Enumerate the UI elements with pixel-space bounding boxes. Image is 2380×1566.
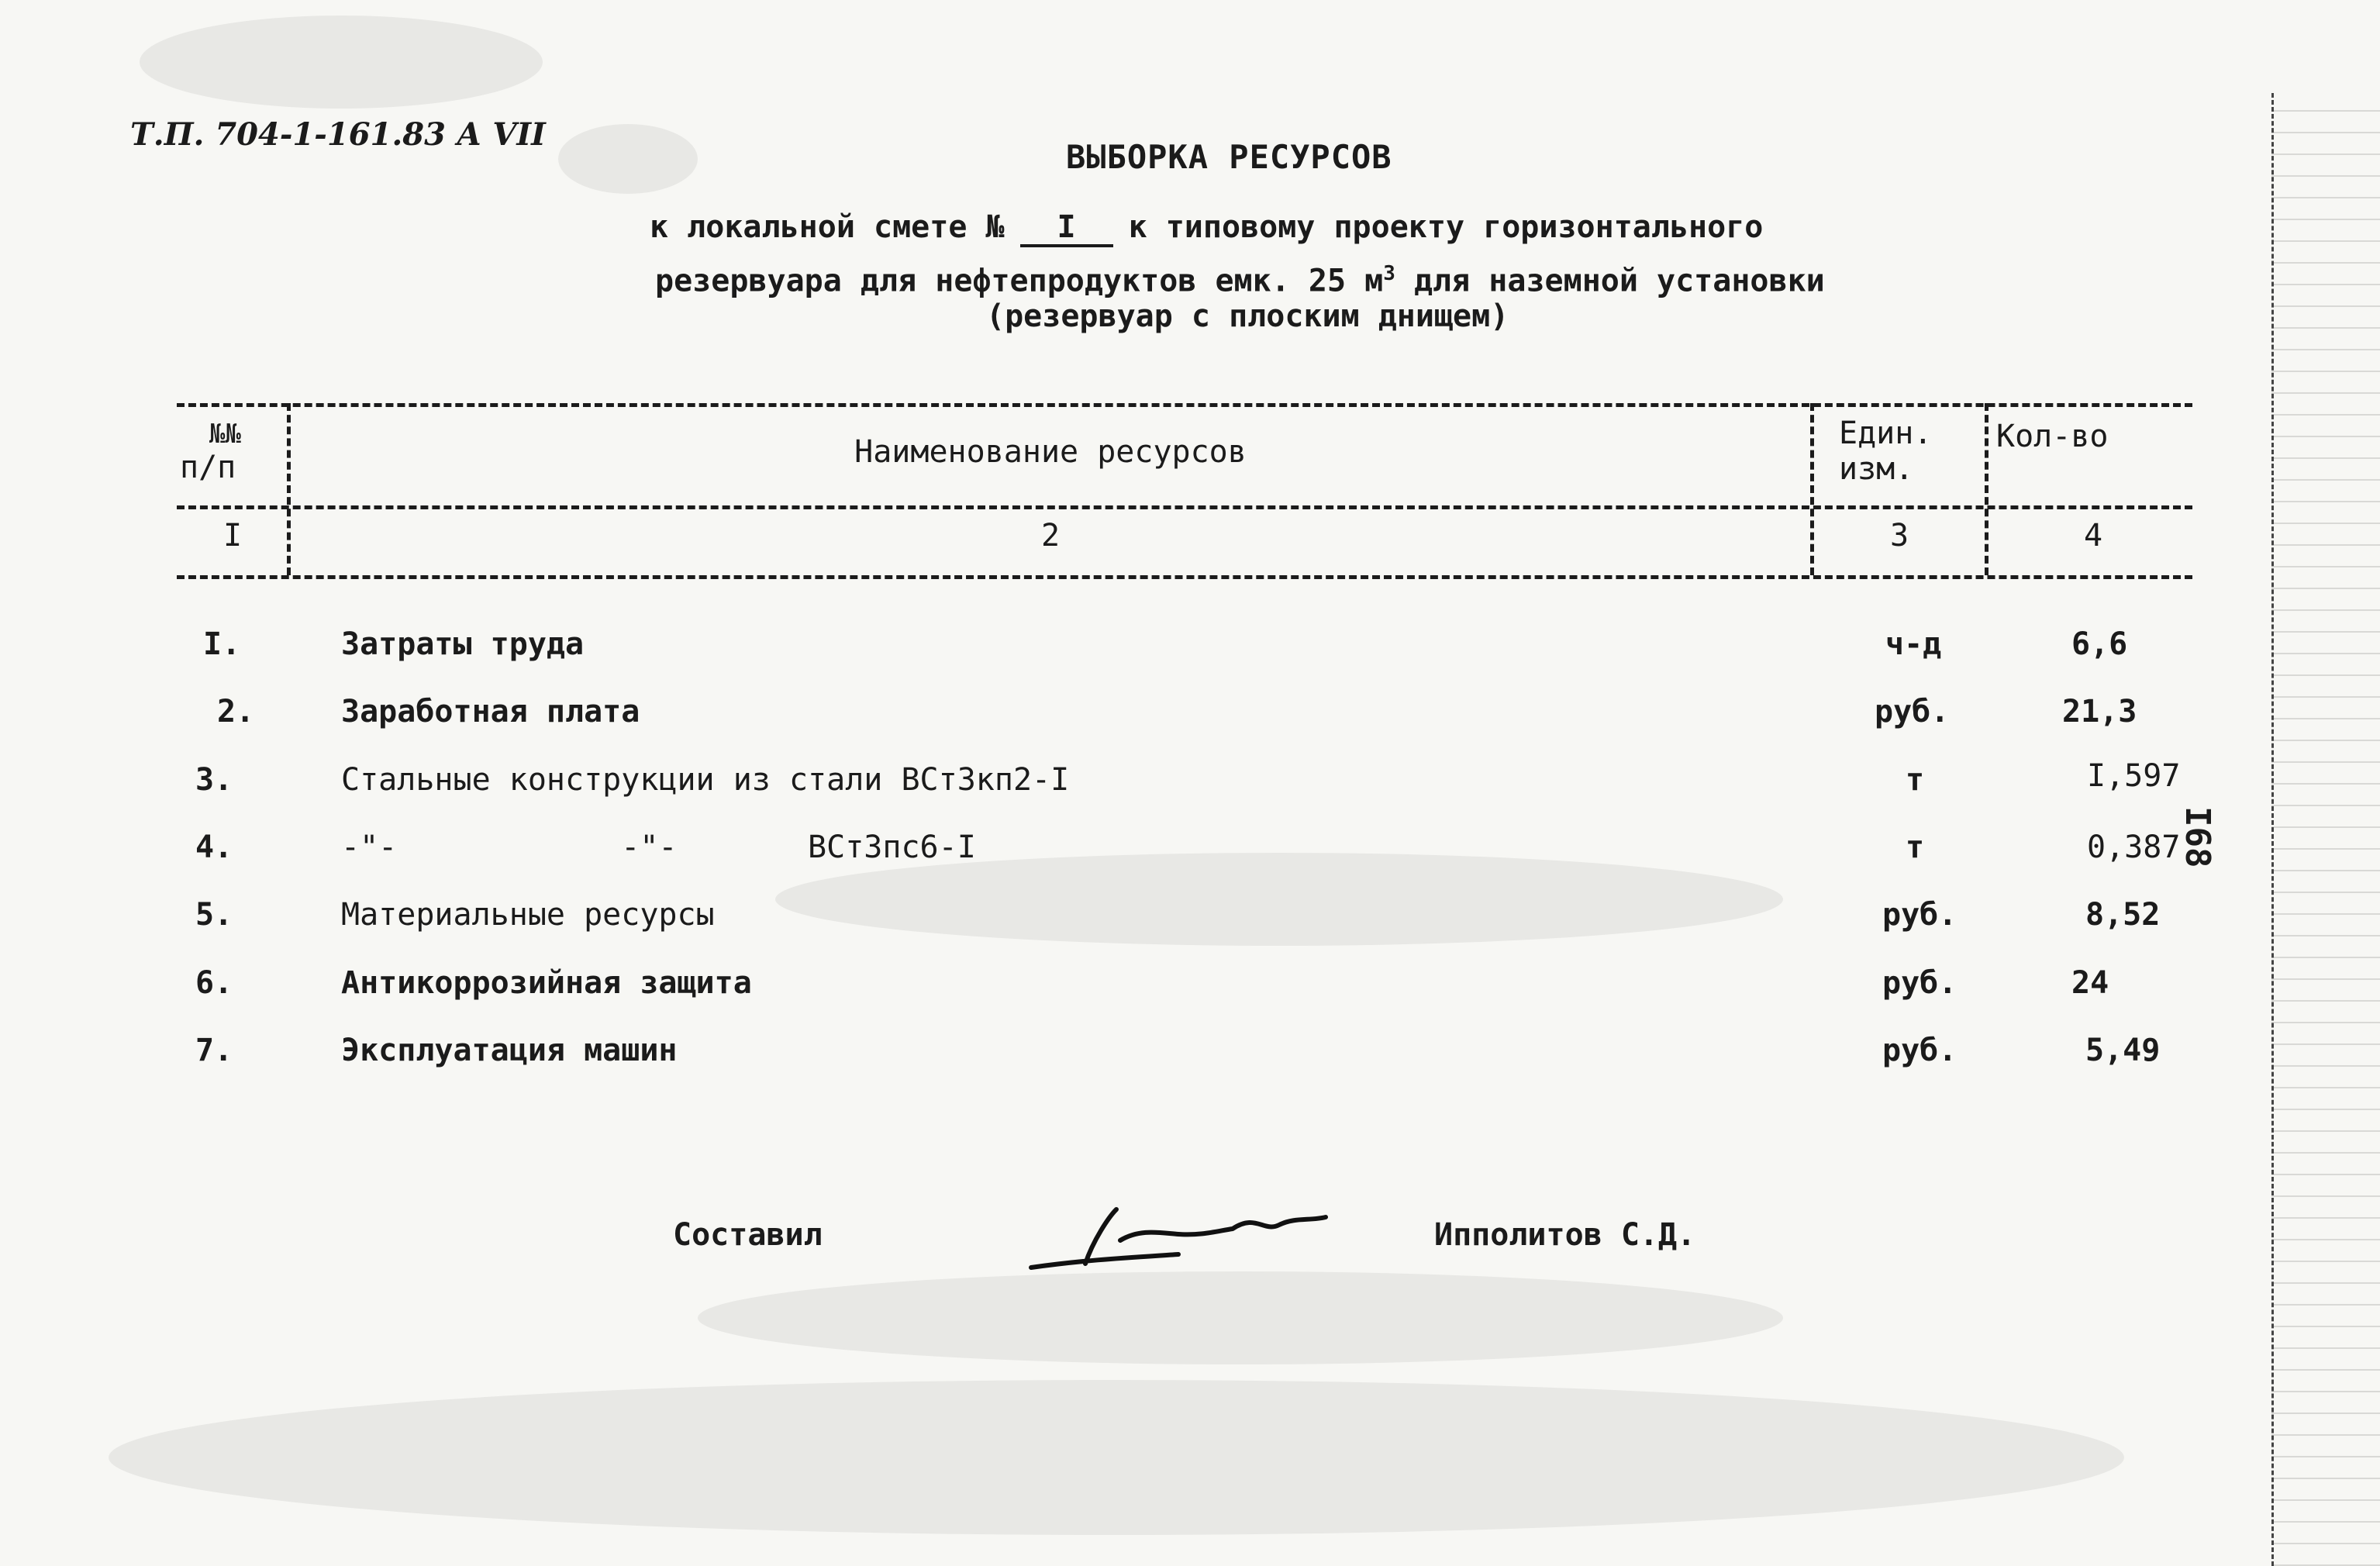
row-number: 4. [195, 830, 233, 865]
row-name: Стальные конструкции из стали ВСт3кп2-I [341, 762, 1070, 798]
compiled-by-label: Составил [673, 1217, 823, 1253]
handwritten-signature [1023, 1186, 1333, 1287]
row-name: Заработная плата [341, 694, 640, 730]
row-name: Эксплуатация машин [341, 1033, 678, 1068]
subtitle-suffix: к типовому проекту горизонтального [1128, 209, 1764, 245]
superscript-3: 3 [1383, 262, 1395, 285]
subtitle-prefix: к локальной смете № [650, 209, 1005, 245]
col-number-3: 3 [1889, 518, 1909, 554]
row-unit: т [1906, 830, 1925, 865]
document-code: Т.П. 704-1-161.83 А VII [130, 116, 546, 153]
scan-noise [558, 124, 698, 194]
margin-grid [2271, 93, 2380, 1566]
col-divider-1 [287, 403, 291, 575]
page-number: I68 [2178, 806, 2217, 868]
subtitle-line-3: (резервуар с плоским днищем) [986, 298, 1509, 334]
col-number-2: 2 [1040, 518, 1061, 554]
row-qty: 5,49 [2085, 1033, 2161, 1068]
scan-noise [140, 16, 543, 109]
row-unit: руб. [1875, 694, 1950, 730]
row-qty: 8,52 [2085, 897, 2161, 933]
row-unit: руб. [1882, 1033, 1957, 1068]
row-unit: руб. [1882, 965, 1957, 1001]
scan-noise [775, 853, 1783, 946]
row-name: Антикоррозийная защита [341, 965, 752, 1001]
col-header-name: Наименование ресурсов [854, 434, 1247, 470]
row-unit: т [1906, 762, 1925, 798]
col-header-qty: Кол-во [1996, 419, 2109, 454]
row-qty: I,597 [2087, 758, 2181, 794]
scan-noise [109, 1380, 2124, 1535]
row-number: 6. [195, 965, 233, 1001]
col-header-unit-bottom: изм. [1839, 451, 1914, 487]
row-unit: ч-д [1885, 626, 1942, 662]
row-name: Затраты труда [341, 626, 585, 662]
table-header-bottom [177, 575, 2192, 579]
row-name: -"- -"- ВСт3пс6-I [341, 830, 976, 865]
subtitle-line-1 [650, 209, 1763, 247]
compiled-by-name: Ипполитов С.Д. [1434, 1217, 1696, 1253]
row-number: 2. [217, 694, 255, 730]
row-qty: 21,3 [2062, 694, 2137, 730]
row-number: 3. [195, 762, 233, 798]
row-qty: 24 [2071, 965, 2109, 1001]
row-qty: 6,6 [2071, 626, 2128, 662]
table-header-divider [177, 505, 2192, 509]
row-number: 7. [195, 1033, 233, 1068]
row-number: I. [203, 626, 241, 662]
col-number-1: I [222, 518, 243, 554]
signature-stroke [1031, 1209, 1326, 1268]
subtitle-line-2-prefix: резервуара для нефтепродуктов емк. 25 м [655, 263, 1384, 299]
subtitle-line-2-suffix: для наземной установки [1413, 263, 1825, 299]
col-header-no-top: №№ [209, 419, 241, 450]
estimate-number: I [1020, 210, 1113, 247]
col-number-4: 4 [2083, 518, 2103, 554]
row-qty: 0,387 [2087, 830, 2181, 865]
col-header-unit-top: Един. [1839, 416, 1933, 451]
table-top-border [177, 403, 2192, 407]
col-divider-3 [1985, 403, 1989, 575]
col-header-no-bottom: п/п [180, 450, 236, 485]
subtitle-line-2 [655, 262, 1825, 298]
col-divider-2 [1810, 403, 1814, 575]
row-name: Материальные ресурсы [341, 897, 715, 933]
row-unit: руб. [1882, 897, 1957, 933]
row-number: 5. [195, 897, 233, 933]
document-title: ВЫБОРКА РЕСУРСОВ [1066, 138, 1392, 176]
